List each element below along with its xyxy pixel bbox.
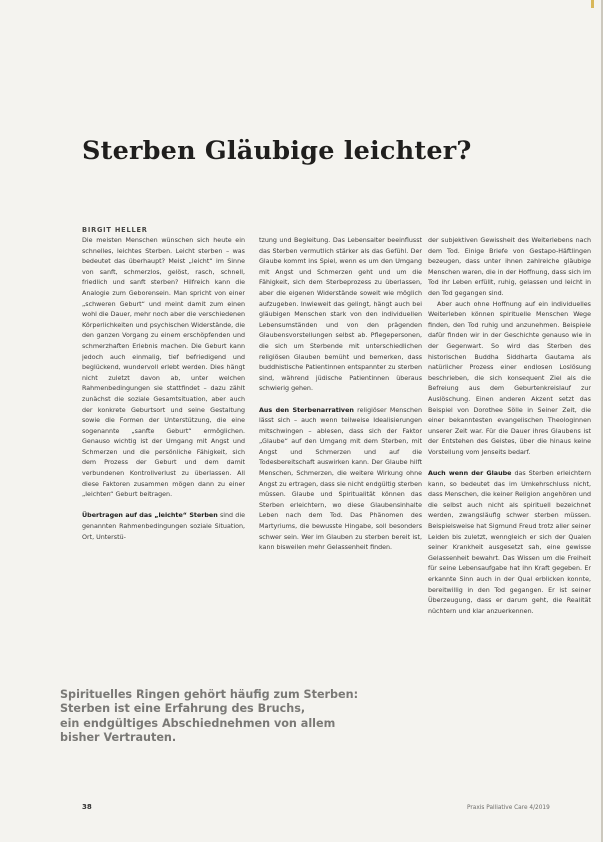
paragraph-text: religiöser Menschen lässt sich – auch wenn teilweise Idealisierungen mitschwingen – ablesen, dass sich der Faktor „Glaube“ auf den Umgang mit dem Sterben, mit Angst und Schmerzen und auf die Todesbereitschaft auswirken kann. Der Glaube hilft Menschen, Schmerzen, die weitere Wirkung ohne Angst zu ertragen, dass sie nicht endgültig sterben müssen. Glaube und Spiritualität können das Sterben erleichtern, wo diese Glaubensinhalte Leben nach dem Tod. Das Phänomen des Martyriums, die bewusste Hingabe, soll besonders schwer sein. Wer im Glauben zu sterben bereit ist, kann bisweilen mehr Gelassenheit finden. [259,406,422,552]
paragraph-text: Aber auch ohne Hoffnung auf ein individuelles Weiterleben können spirituelle Menschen Wege finden, den Tod ruhig und anzunehmen. Beispiele dafür finden wir in der Geschichte genauso wie in der Gegenwart. So wird das Sterben des historischen Buddha Siddharta Gautama als natürlicher Prozess einer endlosen Loslösung beschrieben, die sich konsequent Ziel als die Befreiung aus dem Geburtenkreislauf zur Auslöschung. Einen anderen Akzent setzt das Beispiel von Dorothee Sölle in Seiner Zeit, die einer bekanntesten evangelischen Theologinnen unserer Zeit war. Für die Dauer ihres Glaubens ist der Entstehen des Geistes, über die hinaus keine Vorstellung vom Jenseits bedarf. [428,300,591,456]
article-title: Sterben Gläubige leichter? [82,136,472,166]
publication-footer: Praxis Palliative Care 4/2019 [467,805,550,811]
text-column-3 [428,236,591,782]
body-paragraph [428,469,591,617]
body-paragraph [259,406,422,554]
pull-quote-line: Spirituelles Ringen gehört häufig zum Sterben: [60,688,359,701]
text-column-1 [82,236,245,661]
pull-quote-line: ein endgültiges Abschiednehmen von allem [60,716,336,730]
body-paragraph [428,300,591,459]
pull-quote-line: Sterben ist eine Erfahrung des Bruchs, [60,702,306,716]
body-paragraph [82,511,245,543]
pull-quote [60,688,380,745]
paragraph-lead-in: Übertragen auf das „leichte“ Sterben [82,512,218,520]
paragraph-text: sind die genannten Rahmenbedingungen soziale Situation, Ort, Unterstü- [82,512,245,541]
body-paragraph [82,236,245,501]
body-paragraph [428,236,591,300]
pull-quote-line: bisher Vertrauten. [60,730,177,744]
text-column-2 [259,236,422,661]
page-number: 38 [82,803,92,811]
paragraph-text: Die meisten Menschen wünschen sich heute ein schnelles, leichtes Sterben. Leicht sterben – was bedeutet das überhaupt? Meist „leicht“ im Sinne von sanft, schmerzlos, gelöst, rasch, schnell, friedlich und sanft sterben? Hilfreich kann die Analogie zum Geborensein. Man spricht von einer „schweren Geburt“ und meint damit zum einen wohl die Dauer, mehr noch aber die verschiedenen Körperlichkeiten und psychischen Widerstände, die den ganzen Vorgang zu einem erschöpfenden und schmerzhaften Erlebnis machen. Die Geburt kann jedoch auch einmalig, tief befriedigend und beglückend, wundervoll erlebt werden. Dies hängt nicht zuletzt davon ab, unter welchen Rahmenbedingungen sie stattfindet – dazu zählt zunächst die soziale Gesamtsituation, aber auch der konkrete Geburtsort und seine Gestaltung sowie die Formen der Unterstützung, die eine sogenannte „sanfte Geburt“ ermöglichen. Genauso wichtig ist der Umgang mit Angst und Schmerzen und die persönliche Fähigkeit, sich dem Prozess der Geburt und dem damit verbundenen Kontrollverlust zu überlassen. All diese Faktoren zusammen mögen dann zu einer „leichten“ Geburt beitragen. [82,237,245,499]
paragraph-text: der subjektiven Gewissheit des Weiterlebens nach dem Tod. Einige Briefe von Gestapo-Häftlingen bezeugen, dass unter ihnen zahlreiche gläubige Menschen waren, die in der Hoffnung, dass sich im Tod ihr Leben erfüllt, ruhig, gelassen und leicht in den Tod gegangen sind. [428,237,591,297]
paragraph-lead-in: Auch wenn der Glaube [428,470,512,478]
paragraph-text: das Sterben erleichtern kann, so bedeutet das im Umkehrschluss nicht, dass Menschen, die keiner Religion angehören und die selbst auch nicht als spirituell bezeichnet werden, zwangsläufig schwer sterben müssen. Beispielsweise hat Sigmund Freud trotz aller seiner Leiden bis zuletzt, wenngleich er sich der Qualen seiner Krankheit ausgesetzt sah, eine gewisse Gelassenheit bewahrt. Das Wissen um die Freiheit für seine Lebensaufgabe hat ihn Kraft gegeben. Er erkannte Sinn auch in der Qual erblicken konnte, bereitwillig in den Tod gegangen. Er ist seiner Überzeugung, dass er darum geht, die Realität nüchtern und klar anzuerkennen. [428,470,591,615]
body-paragraph [259,236,422,395]
paragraph-lead-in: Aus den Sterbenarrativen [259,406,354,414]
paragraph-text: tzung und Begleitung. Das Lebensalter beeinflusst das Sterben vermutlich stärker als das Gefühl. Der Glaube kommt ins Spiel, wenn es um den Umgang mit Angst und Schmerzen geht und um die Fähigkeit, sich dem Sterbeprozess zu überlassen, aber die eigenen Widerstände soweit wie möglich aufzugeben. Inwieweit das gelingt, hängt auch bei gläubigen Menschen stark von den individuellen Lebensumständen und von den prägenden Glaubensvorstellungen selbst ab. Pflegepersonen, die sich um Sterbende mit unterschiedlichen religiösen Glauben bemüht und bemerken, dass buddhistische Patientinnen entspannter zu sterben sind, während jüdische Patientinnen überaus schwierig gehen. [259,237,422,393]
color-tab-marker [591,0,594,8]
article-author: BIRGIT HELLER [82,226,148,234]
